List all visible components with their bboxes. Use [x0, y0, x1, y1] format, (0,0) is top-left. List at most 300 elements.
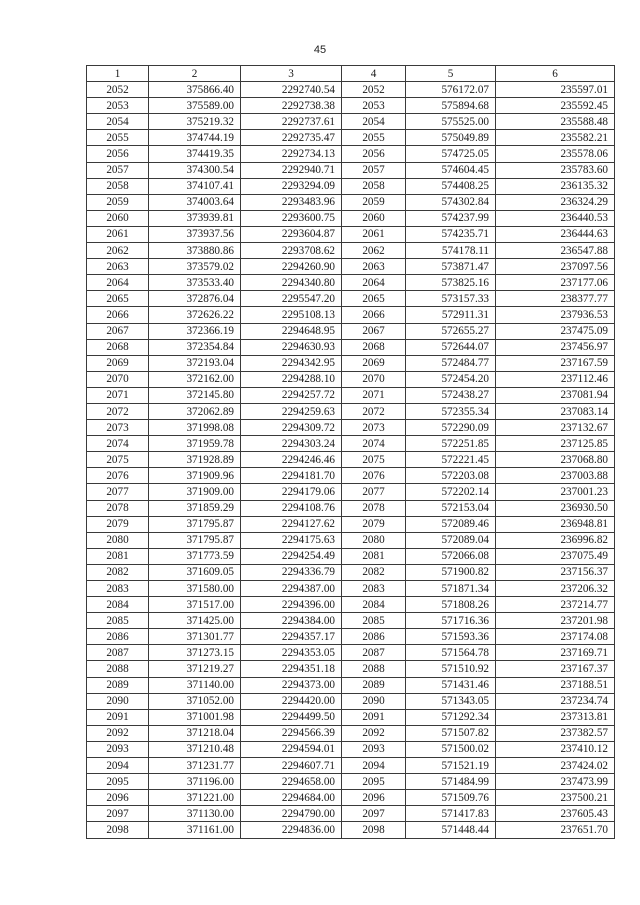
y-coord-cell: 237081.94 [496, 387, 615, 403]
point-id-cell: 2077 [342, 484, 406, 500]
table-row [87, 130, 615, 146]
x-coord-cell: 574178.11 [406, 243, 496, 259]
table-row [87, 581, 615, 597]
y-coord-cell: 237177.06 [496, 275, 615, 291]
point-id-cell: 2053 [342, 98, 406, 114]
table-row [87, 420, 615, 436]
y-coord-cell: 2294260.90 [241, 259, 342, 275]
point-id-cell: 2083 [87, 581, 149, 597]
table-row [87, 82, 615, 98]
y-coord-cell: 235783.60 [496, 162, 615, 178]
table-row [87, 178, 615, 194]
y-coord-cell: 235588.48 [496, 114, 615, 130]
x-coord-cell: 572203.08 [406, 468, 496, 484]
y-coord-cell: 2294630.93 [241, 339, 342, 355]
y-coord-cell: 237651.70 [496, 822, 615, 838]
y-coord-cell: 2294108.76 [241, 500, 342, 516]
point-id-cell: 2060 [342, 210, 406, 226]
table-row [87, 725, 615, 741]
point-id-cell: 2063 [87, 259, 149, 275]
x-coord-cell: 571431.46 [406, 677, 496, 693]
point-id-cell: 2088 [87, 661, 149, 677]
table-row [87, 162, 615, 178]
point-id-cell: 2095 [87, 774, 149, 790]
y-coord-cell: 2294303.24 [241, 436, 342, 452]
point-id-cell: 2080 [342, 532, 406, 548]
point-id-cell: 2085 [342, 613, 406, 629]
x-coord-cell: 373533.40 [149, 275, 241, 291]
y-coord-cell: 2294340.80 [241, 275, 342, 291]
table-row [87, 275, 615, 291]
table-row [87, 548, 615, 564]
point-id-cell: 2082 [87, 564, 149, 580]
y-coord-cell: 237097.56 [496, 259, 615, 275]
point-id-cell: 2088 [342, 661, 406, 677]
x-coord-cell: 374107.41 [149, 178, 241, 194]
x-coord-cell: 374419.35 [149, 146, 241, 162]
y-coord-cell: 2294288.10 [241, 371, 342, 387]
x-coord-cell: 571292.34 [406, 709, 496, 725]
table-header [87, 66, 615, 82]
point-id-cell: 2068 [342, 339, 406, 355]
x-coord-cell: 371795.87 [149, 532, 241, 548]
x-coord-cell: 375866.40 [149, 82, 241, 98]
x-coord-cell: 375219.32 [149, 114, 241, 130]
x-coord-cell: 572484.77 [406, 355, 496, 371]
table-row [87, 822, 615, 838]
x-coord-cell: 571521.19 [406, 758, 496, 774]
point-id-cell: 2055 [342, 130, 406, 146]
y-coord-cell: 2294384.00 [241, 613, 342, 629]
y-coord-cell: 2294179.06 [241, 484, 342, 500]
point-id-cell: 2069 [87, 355, 149, 371]
y-coord-cell: 237188.51 [496, 677, 615, 693]
x-coord-cell: 571900.82 [406, 564, 496, 580]
x-coord-cell: 372162.00 [149, 371, 241, 387]
x-coord-cell: 574237.99 [406, 210, 496, 226]
table-row [87, 709, 615, 725]
table-row [87, 693, 615, 709]
x-coord-cell: 571871.34 [406, 581, 496, 597]
table-row [87, 146, 615, 162]
y-coord-cell: 2294499.50 [241, 709, 342, 725]
x-coord-cell: 574725.05 [406, 146, 496, 162]
table-body [87, 82, 615, 838]
y-coord-cell: 2294566.39 [241, 725, 342, 741]
header-col-2: 2 [149, 66, 241, 82]
y-coord-cell: 237410.12 [496, 741, 615, 757]
y-coord-cell: 237475.09 [496, 323, 615, 339]
y-coord-cell: 237167.59 [496, 355, 615, 371]
x-coord-cell: 371425.00 [149, 613, 241, 629]
x-coord-cell: 373579.02 [149, 259, 241, 275]
table-row [87, 210, 615, 226]
x-coord-cell: 572911.31 [406, 307, 496, 323]
point-id-cell: 2087 [87, 645, 149, 661]
x-coord-cell: 572655.27 [406, 323, 496, 339]
point-id-cell: 2093 [87, 741, 149, 757]
y-coord-cell: 2294342.95 [241, 355, 342, 371]
point-id-cell: 2081 [87, 548, 149, 564]
y-coord-cell: 2294357.17 [241, 629, 342, 645]
point-id-cell: 2098 [342, 822, 406, 838]
coordinates-table [86, 65, 615, 839]
table-row [87, 114, 615, 130]
x-coord-cell: 572066.08 [406, 548, 496, 564]
point-id-cell: 2073 [87, 420, 149, 436]
y-coord-cell: 2294387.00 [241, 581, 342, 597]
point-id-cell: 2089 [342, 677, 406, 693]
point-id-cell: 2061 [342, 226, 406, 242]
y-coord-cell: 238377.77 [496, 291, 615, 307]
point-id-cell: 2060 [87, 210, 149, 226]
y-coord-cell: 2294175.63 [241, 532, 342, 548]
table-row [87, 758, 615, 774]
x-coord-cell: 571484.99 [406, 774, 496, 790]
point-id-cell: 2071 [87, 387, 149, 403]
y-coord-cell: 2292734.13 [241, 146, 342, 162]
x-coord-cell: 374744.19 [149, 130, 241, 146]
x-coord-cell: 574604.45 [406, 162, 496, 178]
x-coord-cell: 371001.98 [149, 709, 241, 725]
point-id-cell: 2079 [342, 516, 406, 532]
y-coord-cell: 2295547.20 [241, 291, 342, 307]
x-coord-cell: 371580.00 [149, 581, 241, 597]
table-row [87, 500, 615, 516]
point-id-cell: 2075 [87, 452, 149, 468]
header-col-4: 4 [342, 66, 406, 82]
x-coord-cell: 571509.76 [406, 790, 496, 806]
point-id-cell: 2076 [342, 468, 406, 484]
y-coord-cell: 237156.37 [496, 564, 615, 580]
point-id-cell: 2086 [342, 629, 406, 645]
y-coord-cell: 237382.57 [496, 725, 615, 741]
point-id-cell: 2078 [342, 500, 406, 516]
y-coord-cell: 2292738.38 [241, 98, 342, 114]
y-coord-cell: 2294309.72 [241, 420, 342, 436]
x-coord-cell: 571448.44 [406, 822, 496, 838]
point-id-cell: 2052 [342, 82, 406, 98]
y-coord-cell: 235597.01 [496, 82, 615, 98]
point-id-cell: 2067 [87, 323, 149, 339]
point-id-cell: 2083 [342, 581, 406, 597]
y-coord-cell: 2294336.79 [241, 564, 342, 580]
y-coord-cell: 2293294.09 [241, 178, 342, 194]
x-coord-cell: 371130.00 [149, 806, 241, 822]
point-id-cell: 2098 [87, 822, 149, 838]
x-coord-cell: 372626.22 [149, 307, 241, 323]
table-row [87, 339, 615, 355]
x-coord-cell: 572221.45 [406, 452, 496, 468]
table-row [87, 387, 615, 403]
y-coord-cell: 237112.46 [496, 371, 615, 387]
point-id-cell: 2093 [342, 741, 406, 757]
table-row [87, 307, 615, 323]
table-row [87, 629, 615, 645]
x-coord-cell: 372366.19 [149, 323, 241, 339]
x-coord-cell: 571510.92 [406, 661, 496, 677]
y-coord-cell: 2295108.13 [241, 307, 342, 323]
y-coord-cell: 235592.45 [496, 98, 615, 114]
y-coord-cell: 237169.71 [496, 645, 615, 661]
x-coord-cell: 371517.00 [149, 597, 241, 613]
header-col-3: 3 [241, 66, 342, 82]
table-row [87, 516, 615, 532]
y-coord-cell: 2294351.18 [241, 661, 342, 677]
y-coord-cell: 2294790.00 [241, 806, 342, 822]
x-coord-cell: 371909.00 [149, 484, 241, 500]
point-id-cell: 2065 [87, 291, 149, 307]
point-id-cell: 2074 [87, 436, 149, 452]
x-coord-cell: 371218.04 [149, 725, 241, 741]
table-row [87, 243, 615, 259]
x-coord-cell: 574302.84 [406, 194, 496, 210]
table-row [87, 98, 615, 114]
table-row [87, 371, 615, 387]
x-coord-cell: 572355.34 [406, 403, 496, 419]
point-id-cell: 2065 [342, 291, 406, 307]
table-row [87, 403, 615, 419]
table-row [87, 452, 615, 468]
point-id-cell: 2077 [87, 484, 149, 500]
y-coord-cell: 236444.63 [496, 226, 615, 242]
point-id-cell: 2097 [87, 806, 149, 822]
x-coord-cell: 572153.04 [406, 500, 496, 516]
x-coord-cell: 371959.78 [149, 436, 241, 452]
y-coord-cell: 2294594.01 [241, 741, 342, 757]
x-coord-cell: 373939.81 [149, 210, 241, 226]
x-coord-cell: 573825.16 [406, 275, 496, 291]
y-coord-cell: 237068.80 [496, 452, 615, 468]
y-coord-cell: 237075.49 [496, 548, 615, 564]
table-row [87, 806, 615, 822]
x-coord-cell: 571507.82 [406, 725, 496, 741]
point-id-cell: 2081 [342, 548, 406, 564]
y-coord-cell: 2294420.00 [241, 693, 342, 709]
point-id-cell: 2086 [87, 629, 149, 645]
table-row [87, 532, 615, 548]
point-id-cell: 2070 [342, 371, 406, 387]
point-id-cell: 2068 [87, 339, 149, 355]
table-row [87, 661, 615, 677]
x-coord-cell: 571593.36 [406, 629, 496, 645]
x-coord-cell: 572438.27 [406, 387, 496, 403]
x-coord-cell: 375589.00 [149, 98, 241, 114]
y-coord-cell: 2292940.71 [241, 162, 342, 178]
x-coord-cell: 372876.04 [149, 291, 241, 307]
x-coord-cell: 573157.33 [406, 291, 496, 307]
point-id-cell: 2087 [342, 645, 406, 661]
table-row [87, 259, 615, 275]
y-coord-cell: 2294648.95 [241, 323, 342, 339]
point-id-cell: 2057 [342, 162, 406, 178]
point-id-cell: 2096 [87, 790, 149, 806]
x-coord-cell: 371909.96 [149, 468, 241, 484]
y-coord-cell: 237125.85 [496, 436, 615, 452]
y-coord-cell: 237003.88 [496, 468, 615, 484]
x-coord-cell: 575049.89 [406, 130, 496, 146]
y-coord-cell: 2294259.63 [241, 403, 342, 419]
y-coord-cell: 2292740.54 [241, 82, 342, 98]
table-row [87, 468, 615, 484]
x-coord-cell: 572290.09 [406, 420, 496, 436]
x-coord-cell: 572454.20 [406, 371, 496, 387]
x-coord-cell: 372354.84 [149, 339, 241, 355]
y-coord-cell: 237936.53 [496, 307, 615, 323]
x-coord-cell: 571564.78 [406, 645, 496, 661]
point-id-cell: 2091 [87, 709, 149, 725]
x-coord-cell: 574235.71 [406, 226, 496, 242]
y-coord-cell: 2294658.00 [241, 774, 342, 790]
y-coord-cell: 235582.21 [496, 130, 615, 146]
point-id-cell: 2084 [342, 597, 406, 613]
x-coord-cell: 371998.08 [149, 420, 241, 436]
header-row [87, 66, 615, 82]
x-coord-cell: 574408.25 [406, 178, 496, 194]
x-coord-cell: 573871.47 [406, 259, 496, 275]
x-coord-cell: 373880.86 [149, 243, 241, 259]
point-id-cell: 2090 [87, 693, 149, 709]
table-row [87, 484, 615, 500]
y-coord-cell: 2293600.75 [241, 210, 342, 226]
x-coord-cell: 371219.27 [149, 661, 241, 677]
y-coord-cell: 237174.08 [496, 629, 615, 645]
point-id-cell: 2082 [342, 564, 406, 580]
point-id-cell: 2056 [342, 146, 406, 162]
x-coord-cell: 371052.00 [149, 693, 241, 709]
table-row [87, 436, 615, 452]
y-coord-cell: 237206.32 [496, 581, 615, 597]
point-id-cell: 2090 [342, 693, 406, 709]
y-coord-cell: 237214.77 [496, 597, 615, 613]
point-id-cell: 2091 [342, 709, 406, 725]
x-coord-cell: 572202.14 [406, 484, 496, 500]
point-id-cell: 2059 [87, 194, 149, 210]
y-coord-cell: 2294257.72 [241, 387, 342, 403]
y-coord-cell: 2294181.70 [241, 468, 342, 484]
point-id-cell: 2072 [342, 403, 406, 419]
point-id-cell: 2062 [87, 243, 149, 259]
x-coord-cell: 374300.54 [149, 162, 241, 178]
y-coord-cell: 2294246.46 [241, 452, 342, 468]
point-id-cell: 2085 [87, 613, 149, 629]
point-id-cell: 2078 [87, 500, 149, 516]
x-coord-cell: 371196.00 [149, 774, 241, 790]
y-coord-cell: 2294353.05 [241, 645, 342, 661]
table-row [87, 741, 615, 757]
y-coord-cell: 237313.81 [496, 709, 615, 725]
table-row [87, 597, 615, 613]
x-coord-cell: 572644.07 [406, 339, 496, 355]
point-id-cell: 2097 [342, 806, 406, 822]
table-row [87, 226, 615, 242]
point-id-cell: 2092 [342, 725, 406, 741]
x-coord-cell: 571808.26 [406, 597, 496, 613]
point-id-cell: 2073 [342, 420, 406, 436]
page-number: 45 [313, 44, 327, 56]
point-id-cell: 2058 [342, 178, 406, 194]
point-id-cell: 2053 [87, 98, 149, 114]
point-id-cell: 2089 [87, 677, 149, 693]
point-id-cell: 2056 [87, 146, 149, 162]
y-coord-cell: 237132.67 [496, 420, 615, 436]
y-coord-cell: 237001.23 [496, 484, 615, 500]
x-coord-cell: 371609.05 [149, 564, 241, 580]
point-id-cell: 2054 [342, 114, 406, 130]
x-coord-cell: 374003.64 [149, 194, 241, 210]
point-id-cell: 2074 [342, 436, 406, 452]
y-coord-cell: 236996.82 [496, 532, 615, 548]
table-row [87, 291, 615, 307]
x-coord-cell: 371221.00 [149, 790, 241, 806]
point-id-cell: 2070 [87, 371, 149, 387]
point-id-cell: 2079 [87, 516, 149, 532]
point-id-cell: 2076 [87, 468, 149, 484]
point-id-cell: 2057 [87, 162, 149, 178]
y-coord-cell: 2294684.00 [241, 790, 342, 806]
y-coord-cell: 2294607.71 [241, 758, 342, 774]
x-coord-cell: 371773.59 [149, 548, 241, 564]
point-id-cell: 2061 [87, 226, 149, 242]
x-coord-cell: 571716.36 [406, 613, 496, 629]
y-coord-cell: 237201.98 [496, 613, 615, 629]
x-coord-cell: 571343.05 [406, 693, 496, 709]
x-coord-cell: 371928.89 [149, 452, 241, 468]
table-row [87, 790, 615, 806]
y-coord-cell: 2293604.87 [241, 226, 342, 242]
y-coord-cell: 235578.06 [496, 146, 615, 162]
point-id-cell: 2075 [342, 452, 406, 468]
y-coord-cell: 2293708.62 [241, 243, 342, 259]
x-coord-cell: 575894.68 [406, 98, 496, 114]
point-id-cell: 2064 [87, 275, 149, 291]
x-coord-cell: 575525.00 [406, 114, 496, 130]
y-coord-cell: 236948.81 [496, 516, 615, 532]
x-coord-cell: 373937.56 [149, 226, 241, 242]
point-id-cell: 2095 [342, 774, 406, 790]
x-coord-cell: 576172.07 [406, 82, 496, 98]
table-row [87, 677, 615, 693]
y-coord-cell: 237605.43 [496, 806, 615, 822]
point-id-cell: 2062 [342, 243, 406, 259]
point-id-cell: 2064 [342, 275, 406, 291]
x-coord-cell: 571417.83 [406, 806, 496, 822]
y-coord-cell: 2293483.96 [241, 194, 342, 210]
y-coord-cell: 2294127.62 [241, 516, 342, 532]
point-id-cell: 2066 [342, 307, 406, 323]
point-id-cell: 2072 [87, 403, 149, 419]
x-coord-cell: 372062.89 [149, 403, 241, 419]
x-coord-cell: 572089.46 [406, 516, 496, 532]
point-id-cell: 2094 [87, 758, 149, 774]
point-id-cell: 2092 [87, 725, 149, 741]
x-coord-cell: 372145.80 [149, 387, 241, 403]
y-coord-cell: 236930.50 [496, 500, 615, 516]
y-coord-cell: 2294836.00 [241, 822, 342, 838]
y-coord-cell: 236547.88 [496, 243, 615, 259]
table-row [87, 613, 615, 629]
x-coord-cell: 371859.29 [149, 500, 241, 516]
y-coord-cell: 236440.53 [496, 210, 615, 226]
point-id-cell: 2080 [87, 532, 149, 548]
table-row [87, 323, 615, 339]
table-row [87, 774, 615, 790]
y-coord-cell: 2294373.00 [241, 677, 342, 693]
y-coord-cell: 237234.74 [496, 693, 615, 709]
point-id-cell: 2054 [87, 114, 149, 130]
point-id-cell: 2069 [342, 355, 406, 371]
x-coord-cell: 572251.85 [406, 436, 496, 452]
